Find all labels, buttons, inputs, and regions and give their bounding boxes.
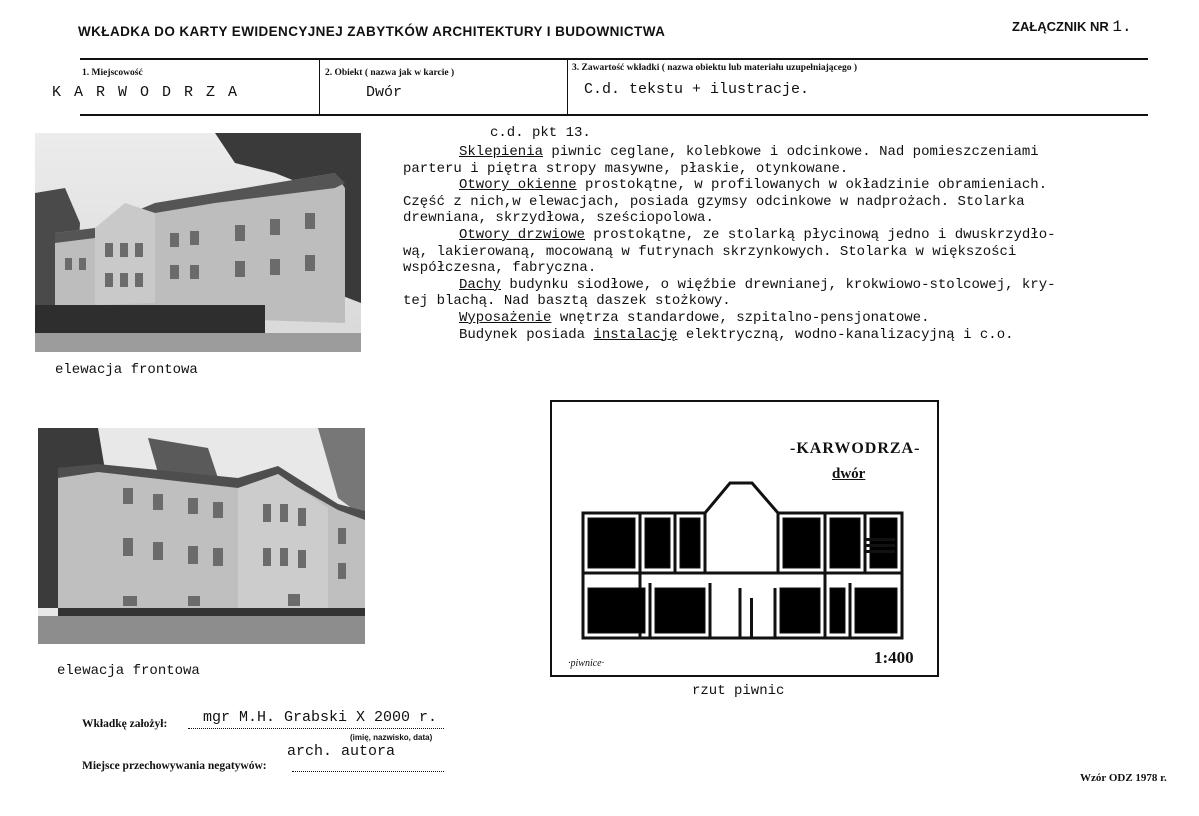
form-reference: Wzór ODZ 1978 r.	[1080, 772, 1167, 784]
description-text	[403, 144, 1163, 343]
photo-caption-1: elewacja frontowa	[55, 362, 198, 378]
text-segment: tej blachą. Nad basztą daszek stożkowy.	[403, 293, 731, 310]
underlined-term: Dachy	[459, 276, 502, 293]
text-line	[403, 194, 1163, 211]
plan-scale: 1:400	[874, 648, 914, 667]
text-segment: Część z nich,w elewacjach, posiada gzymsy odcinkowe w nadprożach. Stolarka	[403, 193, 1025, 210]
plan-title: -KARWODRZA-	[790, 440, 921, 457]
field-divider-2	[567, 59, 568, 114]
text-line	[403, 227, 1163, 244]
attachment-number-value: 1.	[1112, 18, 1132, 36]
text-line	[403, 244, 1163, 261]
author-hint: (imię, nazwisko, data)	[350, 733, 433, 742]
storage-label: Miejsce przechowywania negatywów:	[82, 760, 267, 772]
text-line	[403, 310, 1163, 327]
contents-value: C.d. tekstu + ilustracje.	[584, 81, 810, 98]
text-segment: budynku siodłowe, o więźbie drewnianej, krokwiowo-stolcowej, kry-	[501, 276, 1056, 293]
cellar-floor-plan	[550, 400, 939, 677]
photo-front-elevation-2	[38, 428, 365, 644]
underlined-term: Wyposażenie	[459, 309, 552, 326]
object-value: Dwór	[366, 84, 403, 101]
underlined-term: Sklepienia	[459, 144, 544, 160]
storage-value: arch. autora	[287, 743, 396, 760]
attachment-number	[1012, 18, 1132, 36]
text-segment: drewniana, skrzydłowa, sześciopolowa.	[403, 210, 714, 227]
text-segment: wą, lakierowaną, mocowaną w futrynach skrzynkowych. Stolarka w większości	[403, 243, 1017, 260]
text-line	[403, 327, 1163, 344]
plan-level-label: ·piwnice·	[568, 658, 605, 669]
underlined-term: Otwory drzwiowe	[459, 226, 586, 243]
plan-subtitle: dwór	[832, 466, 866, 482]
attachment-label: ZAŁĄCZNIK NR	[1012, 19, 1109, 34]
manor-photo-1	[35, 133, 361, 352]
locality-label: 1. Miejscowość	[82, 68, 143, 78]
text-segment: wnętrza standardowe, szpitalno-pensjonatowe.	[551, 309, 930, 326]
text-segment: współczesna, fabryczna.	[403, 260, 597, 277]
text-line	[403, 144, 1163, 161]
object-label: 2. Obiekt ( nazwa jak w karcie )	[325, 68, 455, 78]
locality-value: K A R W O D R Z A	[52, 84, 240, 101]
manor-photo-2	[38, 428, 365, 644]
text-line	[403, 277, 1163, 294]
contents-label: 3. Zawartość wkładki ( nazwa obiektu lub materiału uzupełniającego )	[572, 63, 858, 73]
underlined-term: instalację	[593, 326, 678, 343]
text-segment: elektryczną, wodno-kanalizacyjną i c.o.	[677, 326, 1014, 343]
underlined-term: Otwory okienne	[459, 177, 577, 194]
text-line	[403, 260, 1163, 277]
author-value: mgr M.H. Grabski X 2000 r.	[203, 709, 438, 726]
photo-front-elevation-1	[35, 133, 361, 352]
text-segment: prostokątne, w profilowanych w okładzinie obramieniach.	[576, 177, 1048, 194]
text-segment: prostokątne, ze stolarką płycinową jedno i dwuskrzydło-	[585, 226, 1056, 243]
text-line	[403, 161, 1163, 178]
storage-line	[292, 755, 444, 772]
header-bottom-rule	[80, 114, 1148, 116]
text-segment: Budynek posiada	[459, 326, 594, 343]
field-divider-1	[319, 59, 320, 114]
text-line	[403, 210, 1163, 227]
text-line	[403, 293, 1163, 310]
form-title: WKŁADKA DO KARTY EWIDENCYJNEJ ZABYTKÓW ARCHITEKTURY I BUDOWNICTWA	[78, 24, 666, 39]
plan-caption: rzut piwnic	[692, 683, 785, 699]
text-line	[403, 177, 1163, 194]
text-segment: parteru i piętra stropy masywne, płaskie, otynkowane.	[403, 160, 849, 177]
header-top-rule	[80, 58, 1148, 60]
plan-drawing	[580, 478, 910, 653]
section-heading: c.d. pkt 13.	[490, 125, 591, 141]
photo-caption-2: elewacja frontowa	[57, 663, 200, 679]
text-segment: piwnic ceglane, kolebkowe i odcinkowe. Nad pomieszczeniami	[543, 144, 1039, 160]
author-label: Wkładkę założył:	[82, 718, 168, 730]
